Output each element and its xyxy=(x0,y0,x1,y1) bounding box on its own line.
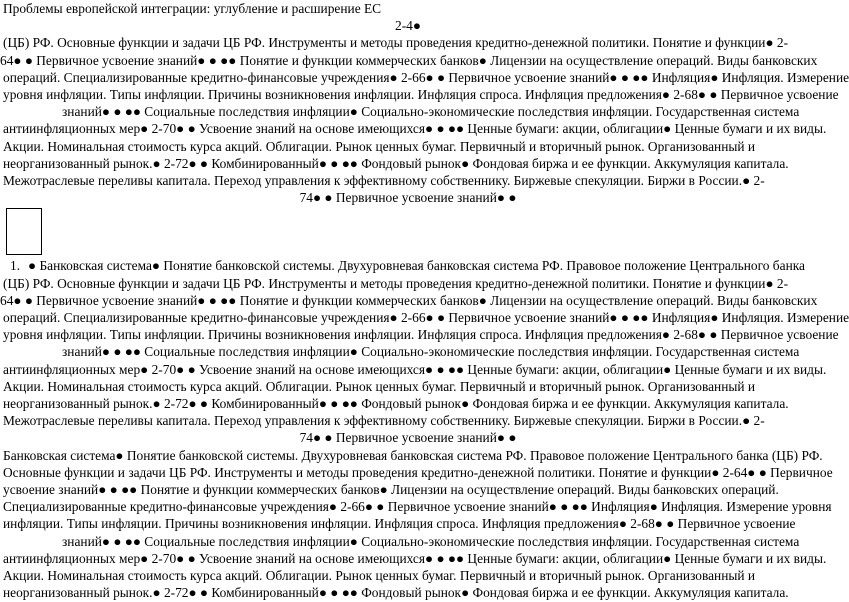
text-line: антиинфляционных мер● 2-70● ● Усвоение знаний на основе имеющихся● ● ●● Ценные бумаги: акции, облигации● Ценные бумаги и их виды. xyxy=(3,121,827,137)
list-item xyxy=(0,257,816,274)
text-line: уровня инфляции. Типы инфляции. Причины возникновения инфляции. Инфляция спроса. Инфляция предложения● 2-68● ● Первичное усвоение xyxy=(3,87,839,103)
text-line: Банковская система● Понятие банковской системы. Двухуровневая банковская система РФ. Правовое положение Центрального банка (ЦБ) РФ. xyxy=(3,447,823,463)
text-line: Акции. Номинальная стоимость курса акций. Облигации. Рынок ценных бумаг. Первичный и вторичный рынок. Организованный и xyxy=(3,138,756,154)
text-block-a xyxy=(0,17,849,206)
text-line: 2-4● xyxy=(395,18,421,34)
text-line: ● Банковская система● Понятие банковской системы. Двухуровневая банковская система РФ. Правовое положение Центрального банка xyxy=(28,258,805,274)
text-line: Основные функции и задачи ЦБ РФ. Инструменты и методы проведения кредитно-денежной политики. Понятие и функции● 2-64● ● Первичное xyxy=(3,464,833,480)
text-line: неорганизованный рынок.● 2-72● ● Комбинированный● ● ●● Фондовый рынок● Фондовая биржа и ее функции. Аккумуляция капитала. xyxy=(3,155,789,171)
text-block-b xyxy=(0,257,849,446)
list-number: 1. xyxy=(10,258,21,274)
text-line: 64● ● Первичное усвоение знаний● ● ●● Понятие и функции коммерческих банков● Лицензии на осуществление операций. Виды банковских xyxy=(0,52,818,68)
text-line: Специализированные кредитно-финансовые учреждения● 2-66● ● Первичное усвоение знаний● ● ●● Инфляция● Инфляция. Измерение уровня xyxy=(3,499,832,515)
text-line: 74● ● Первичное усвоение знаний● ● xyxy=(299,190,517,206)
text-line: знаний● ● ●● Социальные последствия инфляции● Социально-экономические последствия инфляции. Государственная система xyxy=(62,533,800,549)
text-line: инфляции. Типы инфляции. Причины возникновения инфляции. Инфляция спроса. Инфляция предложения● 2-68● ● Первичное усвоение xyxy=(3,516,796,532)
text-line: неорганизованный рынок.● 2-72● ● Комбинированный● ● ●● Фондовый рынок● Фондовая биржа и ее функции. Аккумуляция капитала. xyxy=(3,585,789,601)
text-line: Межотраслевые переливы капитала. Переход управления к эффективному собственнику. Биржевые спекуляции. Биржи в России.● 2- xyxy=(3,413,765,429)
text-line: операций. Специализированные кредитно-финансовые учреждения● 2-66● ● Первичное усвоение знаний● ● ●● Инфляция● Инфляция. Измерение xyxy=(3,310,849,326)
document-title: Проблемы европейской интеграции: углубление и расширение ЕС xyxy=(3,1,382,16)
text-line: Акции. Номинальная стоимость курса акций. Облигации. Рынок ценных бумаг. Первичный и вторичный рынок. Организованный и xyxy=(3,568,756,584)
text-line: Акции. Номинальная стоимость курса акций. Облигации. Рынок ценных бумаг. Первичный и вторичный рынок. Организованный и xyxy=(3,378,756,394)
text-line: (ЦБ) РФ. Основные функции и задачи ЦБ РФ. Инструменты и методы проведения кредитно-денежной политики. Понятие и функции● 2- xyxy=(3,275,789,291)
text-line: 64● ● Первичное усвоение знаний● ● ●● Понятие и функции коммерческих банков● Лицензии на осуществление операций. Виды банковских xyxy=(0,292,818,308)
text-line: уровня инфляции. Типы инфляции. Причины возникновения инфляции. Инфляция спроса. Инфляция предложения● 2-68● ● Первичное усвоение xyxy=(3,327,839,343)
text-line: (ЦБ) РФ. Основные функции и задачи ЦБ РФ. Инструменты и методы проведения кредитно-денежной политики. Понятие и функции● 2- xyxy=(3,35,789,51)
text-line: знаний● ● ●● Социальные последствия инфляции● Социально-экономические последствия инфляции. Государственная система xyxy=(62,344,800,360)
text-line: операций. Специализированные кредитно-финансовые учреждения● 2-66● ● Первичное усвоение знаний● ● ●● Инфляция● Инфляция. Измерение xyxy=(3,69,849,85)
text-line: знаний● ● ●● Социальные последствия инфляции● Социально-экономические последствия инфляции. Государственная система xyxy=(62,104,800,120)
text-line: усвоение знаний● ● ●● Понятие и функции коммерческих банков● Лицензии на осуществление операций. Виды банковских операций. xyxy=(3,482,779,498)
image-placeholder-box xyxy=(6,208,42,255)
text-line: антиинфляционных мер● 2-70● ● Усвоение знаний на основе имеющихся● ● ●● Ценные бумаги: акции, облигации● Ценные бумаги и их виды. xyxy=(3,550,827,566)
text-line: 74● ● Первичное усвоение знаний● ● xyxy=(299,430,517,446)
text-line: неорганизованный рынок.● 2-72● ● Комбинированный● ● ●● Фондовый рынок● Фондовая биржа и ее функции. Аккумуляция капитала. xyxy=(3,396,789,412)
text-block-c xyxy=(0,447,833,602)
text-line: Межотраслевые переливы капитала. Переход управления к эффективному собственнику. Биржевые спекуляции. Биржи в России.● 2- xyxy=(3,173,765,189)
text-line: антиинфляционных мер● 2-70● ● Усвоение знаний на основе имеющихся● ● ●● Ценные бумаги: акции, облигации● Ценные бумаги и их виды. xyxy=(3,361,827,377)
